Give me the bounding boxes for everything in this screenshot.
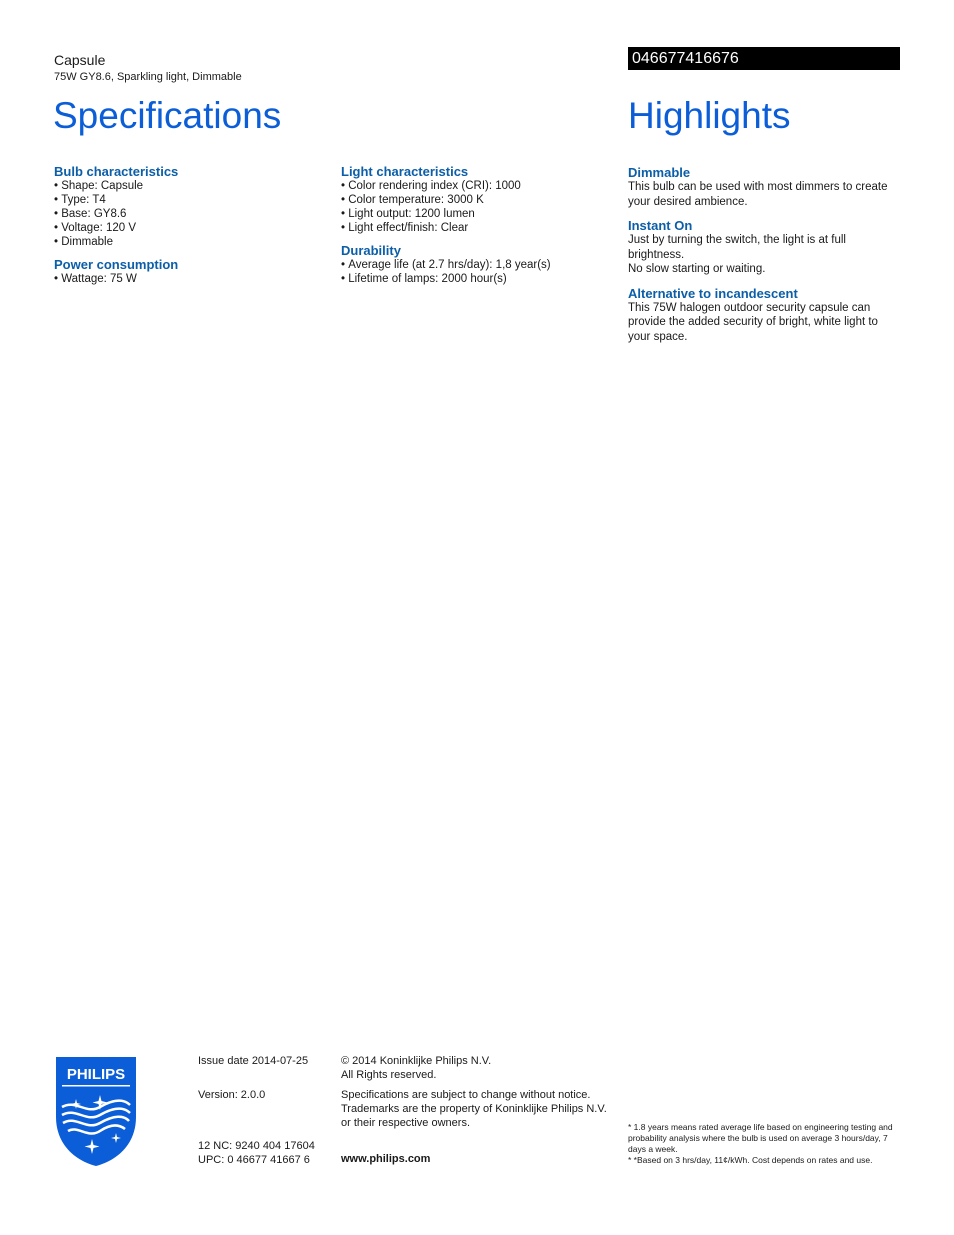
list-item: • Color temperature: 3000 K: [341, 193, 611, 207]
product-codes: [198, 1139, 315, 1167]
power-list: [54, 272, 324, 286]
highlights-column: [628, 165, 903, 353]
text-line: or their respective owners.: [341, 1117, 470, 1129]
text-line: This 75W halogen outdoor security capsule can: [628, 301, 871, 314]
durability-list: [341, 258, 611, 286]
footnote: [628, 1122, 904, 1155]
highlight-alternative: [628, 286, 903, 345]
footnotes: [628, 1122, 904, 1166]
product-name: Capsule: [54, 52, 106, 68]
spec-column-1: [54, 164, 324, 294]
list-item: • Light effect/finish: Clear: [341, 221, 611, 235]
text-line: provide the added security of bright, white light to: [628, 316, 878, 328]
list-item: • Average life (at 2.7 hrs/day): 1,8 year(s): [341, 258, 611, 272]
highlight-title: Dimmable: [628, 165, 691, 180]
text-line: No slow starting or waiting.: [628, 263, 766, 275]
text-line: * *Based on 3 hrs/day, 11¢/kWh. Cost depends on rates and use.: [628, 1155, 873, 1165]
list-item: • Base: GY8.6: [54, 207, 324, 221]
product-code-bar: 046677416676: [628, 47, 900, 70]
specifications-title: Specifications: [53, 95, 282, 136]
nc-code: 12 NC: 9240 404 17604: [198, 1140, 315, 1152]
list-item: • Wattage: 75 W: [54, 272, 324, 286]
highlight-dimmable: [628, 165, 903, 209]
text-line: probability analysis where the bulb is used on average 3 hours/day, 7: [628, 1133, 888, 1143]
copyright: © 2014 Koninklijke Philips N.V.: [341, 1055, 492, 1067]
highlight-text: [628, 180, 903, 209]
list-item: • Type: T4: [54, 193, 324, 207]
logo-wordmark: PHILIPS: [66, 1066, 126, 1083]
footnote: [628, 1155, 904, 1166]
disclaimer: [341, 1088, 621, 1130]
version: Version: 2.0.0: [198, 1089, 266, 1101]
website-link[interactable]: www.philips.com: [341, 1153, 431, 1165]
section-title-power: Power consumption: [54, 257, 179, 272]
text-line: Trademarks are the property of Koninklijke Philips N.V.: [341, 1103, 607, 1115]
highlight-instant-on: [628, 218, 903, 277]
spec-column-2: [341, 164, 611, 294]
rights: All Rights reserved.: [341, 1069, 437, 1081]
highlight-title: Instant On: [628, 218, 693, 233]
list-item: • Shape: Capsule: [54, 179, 324, 193]
highlight-text: [628, 233, 903, 277]
text-line: Specifications are subject to change without notice.: [341, 1089, 591, 1101]
philips-shield-icon: [54, 1055, 138, 1167]
text-line: Just by turning the switch, the light is at full brightness.: [628, 234, 846, 261]
list-item: • Light output: 1200 lumen: [341, 207, 611, 221]
list-item: • Dimmable: [54, 235, 324, 249]
product-subtitle: 75W GY8.6, Sparkling light, Dimmable: [54, 71, 242, 83]
list-item: • Voltage: 120 V: [54, 221, 324, 235]
upc-code: UPC: 0 46677 41667 6: [198, 1154, 310, 1166]
issue-date: Issue date 2014-07-25: [198, 1055, 309, 1067]
section-title-durability: Durability: [341, 243, 401, 258]
highlight-text: [628, 301, 903, 345]
text-line: * 1.8 years means rated average life based on engineering testing and: [628, 1122, 893, 1132]
highlights-title: Highlights: [628, 95, 791, 136]
section-title-light: Light characteristics: [341, 164, 469, 179]
list-item: • Color rendering index (CRI): 1000: [341, 179, 611, 193]
copyright-block: [341, 1054, 621, 1082]
text-line: This bulb can be used with most dimmers to create: [628, 181, 888, 193]
text-line: your space.: [628, 330, 688, 343]
list-item: • Lifetime of lamps: 2000 hour(s): [341, 272, 611, 286]
highlight-title: Alternative to incandescent: [628, 285, 798, 301]
text-line: days a week.: [628, 1144, 678, 1154]
section-title-bulb: Bulb characteristics: [54, 164, 179, 179]
light-list: [341, 179, 611, 235]
bulb-list: [54, 179, 324, 249]
text-line: your desired ambience.: [628, 195, 748, 208]
